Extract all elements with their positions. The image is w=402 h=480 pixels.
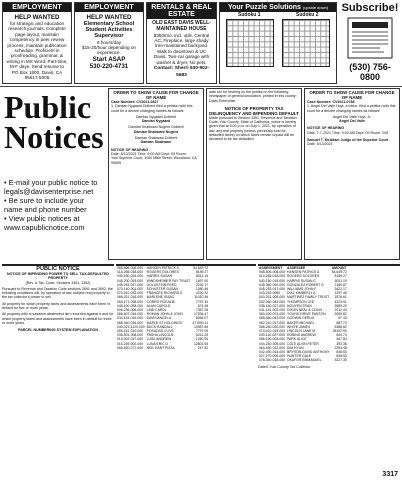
column-header: ASSESSMENT (259, 266, 283, 270)
sudoku-1-grid (226, 19, 274, 67)
table-cell: 467.84 (336, 337, 347, 342)
notice-heading: ORDER TO SHOW CAUSE FOR CHANGE OF NAME (309, 90, 395, 100)
table-cell: PASHA LINCOLN (146, 333, 174, 338)
table-cell: 4220.32 (195, 291, 209, 296)
table-cell: 2253.45 (334, 345, 347, 350)
employment-ad-pay: $15-20/hour depending on experience. (82, 45, 136, 56)
table-cell: HARRIS SUSAN C (287, 278, 316, 283)
table-cell: 035-501-008-000 (117, 333, 144, 338)
table-cell: 1697.00 (195, 278, 209, 283)
table-cell: 041-141-002-000 (259, 308, 286, 313)
table-cell: 393.36 (336, 341, 347, 346)
subscribe-phone: (530) 756-0800 (349, 62, 391, 82)
table-cell: 844.74 (336, 333, 347, 338)
table-cell: 471993.11 (192, 320, 209, 325)
table-cell: 070-140-001-000 (117, 287, 144, 292)
name-from-3: Damian Shabwani Dolberti (134, 136, 178, 141)
title-line-2: Notices (4, 119, 104, 155)
table-cell: LUNA ERIC D (146, 341, 168, 346)
subscribe-ad[interactable] (340, 2, 400, 84)
delinquent-list-middle (116, 264, 256, 480)
sudoku-2-label: Sudoku 2 (296, 12, 319, 18)
table-cell: PARK ALICE (287, 337, 307, 342)
table-cell: 8011.19 (196, 274, 209, 279)
notice-tax-delinquency (206, 88, 302, 260)
employment-ad-phone: 530-220-4731 (89, 62, 129, 70)
employment-ad-title: Elementary School Student Activities Supervisor (83, 21, 135, 40)
table-row (116, 346, 209, 350)
table-cell: WINDSHEIMER FAY TRUST (146, 278, 191, 283)
table-cell: POSADAS CLIVE (146, 329, 174, 334)
table-cell: HUNTER GALE (287, 354, 312, 359)
table-cell: BRYSON DAVID ANTHONY (287, 350, 330, 355)
table-cell: 070-010-032-000 (117, 291, 144, 296)
dated-line: Dated: Yolo County Tax Collector (258, 364, 311, 369)
table-cell: 674.48 (197, 303, 209, 308)
name-to-1: Damian Nygaard (141, 119, 171, 124)
table-cell: 54,649.72 (193, 266, 209, 270)
table-cell: ROBINS ANDREW (287, 333, 316, 338)
subscribe-title: Subscribe! (341, 2, 399, 14)
notice-sub: NOTICE OF IMPENDING POWER TO SELL TAX-DEFAULTED PROPERTY (7, 272, 109, 281)
employment-ad-2[interactable] (74, 2, 144, 84)
table-cell: 014-265-018-000 (117, 270, 144, 275)
table-cell: 054-171-038-000 (117, 299, 144, 304)
puzzle-title: Your Puzzle Solutions (upside down) (220, 3, 336, 12)
hearing-date: Date: 8/10/2021 Time: 9:00 AM Dept: 09 Room: (111, 151, 187, 156)
table-cell: 062-210-017-000 (259, 320, 286, 325)
notice-name-change-1 (108, 88, 204, 260)
table-cell: BAKER MICHAEL (287, 320, 315, 325)
table-cell: 027-270-006-000 (259, 354, 286, 359)
table-cell: 7367.28 (195, 308, 209, 313)
notice-body: Pursuant to Revenue and Taxation Code sections 3691 and 3692, the following conditions will, by operation of law, subject real property to the tax collector's power to sell. (2, 286, 113, 300)
table-cell: 043-031-008-000 (259, 295, 286, 300)
table-cell: DAVIS ANGELA (146, 316, 172, 321)
table-cell: ALAN CAROLE (146, 303, 171, 308)
table-cell: BUCK RANDALL (146, 324, 173, 329)
table-cell: 043-032-0050 (259, 291, 281, 296)
table-row (258, 274, 348, 278)
table-cell: THOMPSON LEE (287, 299, 314, 304)
sudoku-2-grid (282, 19, 330, 67)
table-cell: 076-340-018-000 (259, 358, 286, 363)
table-cell: 848.53 (336, 350, 347, 355)
table-cell: GODWIN DERLIK (287, 316, 315, 321)
notice-body: Made pursuant to Section 3351, Revenue and Taxation Code. Yolo County, State of California, notice is hereby given that at 5:00 p.m. on July 1, 2021, by operation of law, any real property (unless previously sold for defaulted taxes) on which taxes remain unpaid will be declared to be tax-defaulted. (209, 115, 297, 142)
assessment-table (258, 266, 348, 363)
table-cell: 6211.29 (196, 333, 209, 338)
table-cell: 040-180-015-000 (117, 274, 144, 279)
table-cell: 5388.82 (334, 324, 347, 329)
bullet-view: • View public notices at www.capublicnotice.com (4, 214, 85, 232)
notice-para-2: All property for which property taxes and assessments have been in default for five or more years. (2, 301, 110, 311)
rentals-ad-header: RENTALS & REAL ESTATE (147, 3, 216, 19)
table-cell: 014-002-017-000 (117, 337, 144, 342)
table-cell: 045-253-017-000 (117, 282, 144, 287)
table-cell: YOUNG DRIVE PANTON (287, 312, 326, 317)
table-cell: 042-490-014-000 (259, 350, 286, 355)
table-cell: 065-606-008-000 (259, 270, 286, 275)
name-to: Angel Del Valle (339, 119, 365, 124)
table-cell: 045-360-092-000 (259, 282, 286, 287)
table-cell: 068-340-035-000 (117, 320, 144, 325)
employment-ad-role: HELP WANTED (86, 14, 132, 21)
table-cell: WHITE JAMES (287, 324, 311, 329)
table-cell: HANSEN PATRICK A (146, 266, 179, 270)
hearing-heading: NOTICE OF HEARING (307, 126, 345, 131)
column-header: ASSESSEE (287, 266, 306, 270)
table-cell: LINE CAROL (146, 308, 167, 313)
table-cell: 064-630-012-000 (259, 345, 286, 350)
table-cell: HANSEN PATRICK A (287, 270, 320, 275)
table-cell: 11010.36 (194, 295, 209, 300)
table-cell: MAPLE ST HOLDINGS (146, 320, 183, 325)
table-cell: LINCOLN JANE M (287, 329, 316, 334)
table-cell: 10987.84 (194, 324, 209, 329)
table-cell: NGUYEN TRAN (287, 303, 312, 308)
employment-ad-body: for strategic and education research journals. Complete page layout, maintain competency in peer review process, maintain publication schedule. Proficient in proofreading, grammar, & writing in MS Word. Part-time, M-F days. Send resume to PO Box 1600, Davis, CA 95617-5005 (6, 21, 68, 81)
rentals-ad[interactable] (146, 2, 217, 84)
title-line-1: Public (4, 89, 92, 125)
table-cell: 3050.82 (334, 312, 347, 317)
table-cell: ROGERS DOLORES (287, 274, 320, 279)
table-cell: DIXON NEAL & COLIN (287, 308, 322, 313)
table-cell: 065-520-077-000 (117, 345, 144, 350)
rentals-ad-title: OLD EAST DAVIS WELL-MAINTAINED HOUSE (152, 20, 211, 32)
filed-date: Date: 5/13/2021 (307, 142, 333, 147)
table-cell: 038-140-027-000 (259, 303, 286, 308)
table-cell: 7797.10 (195, 299, 209, 304)
sudoku-1-label: Sudoku 1 (238, 12, 261, 18)
name-from: Angel Del Valle Hoyt, Jr. (332, 114, 372, 119)
page-title (4, 89, 104, 155)
table-cell: ROGERS DOLORES (146, 270, 179, 275)
bullet-include: • Be sure to include your name and phone number (4, 196, 87, 214)
table-cell: 838.53 (336, 354, 347, 359)
puzzle-solutions (219, 2, 337, 84)
hearing-court: Yolo Superior Court, 1000 Main Street, Woodland, CA 95695 (111, 156, 197, 165)
table-cell: 2180.87 (334, 282, 347, 287)
table-cell: 2012.43 (334, 308, 347, 313)
name-to-2: Damian Shabwani Nugent (133, 129, 179, 134)
table-cell: GOLDSTEIN FRED (146, 282, 177, 287)
notice-body: 1. Damian Nygaard Dolberti filed a petition with this court for a decree changing names as follows: (111, 104, 193, 113)
hearing-date: Date: 7-7-2021 Time: 9:00 AM Dept: 09 Room: 209 (307, 130, 389, 135)
rentals-ad-body: $350/mo. incl. utils, Central AC, Fireplace, large shady tree-maintained backyard. Walk to downtown & UC Davis. Two-car garage with washer & dryer. No pets. (153, 32, 210, 65)
table-cell: FRANCES RICHARD E (146, 291, 183, 296)
table-cell: 032-060-043-000 (259, 299, 286, 304)
table-cell: LUSK ANDREW (146, 337, 172, 342)
employment-ad-cta: Start ASAP (92, 55, 126, 63)
table-cell: SCHUSTER SUSAN (146, 287, 178, 292)
table-cell: MARLENE ISAAC (146, 295, 175, 300)
table-cell: 12801.93 (194, 341, 209, 346)
table-cell: 28192.90 (332, 329, 347, 334)
table-cell: 687.73 (336, 320, 347, 325)
table-cell: 014-249-002-000 (117, 341, 144, 346)
table-cell: 044-240-005-000 (259, 341, 286, 346)
delinquent-list-right (258, 264, 400, 480)
list-heading: PARCEL NUMBERING SYSTEM EXPLANATION (18, 328, 98, 333)
table-cell: 2232.17 (195, 282, 209, 287)
notice-heading: NOTICE OF PROPERTY TAX DELINQUENCY AND IMPENDING DEFAULT (209, 105, 299, 116)
bullet-email: • E-mail your public notice to legals@davisenterprise.net (4, 178, 98, 196)
table-cell: 17534.47 (194, 312, 209, 317)
employment-ad-role: HELP WANTED (14, 14, 60, 21)
table-cell: 045-200-093-000 (117, 278, 144, 283)
table-cell: 3227.35 (334, 358, 347, 363)
table-cell: 066-021-016-000 (117, 295, 144, 300)
table-cell: ROMAN JOHN & JOHN (146, 312, 183, 317)
employment-ad-header: EMPLOYMENT (75, 3, 143, 12)
table-cell: 049-110-027-000 (259, 333, 285, 338)
table-cell: 034-131-016-000 (117, 316, 144, 321)
table-cell: 066-190-003-000 (259, 337, 286, 342)
submission-info (4, 178, 104, 232)
table-cell: 8159.27 (334, 274, 347, 279)
table-cell: 67.33 (338, 316, 347, 321)
case-number: Case Number: CV2021-0788 (307, 100, 355, 104)
table-cell: 6064.07 (195, 316, 209, 321)
table-cell: 048-100-058-000 (117, 303, 144, 308)
table-cell: 8011.19 (334, 278, 347, 283)
table-cell: CORRO ROSALIE (146, 299, 175, 304)
table-cell: OKAFOR EMMANUEL (287, 358, 322, 363)
table-cell: 1080.46 (195, 287, 209, 292)
employment-ad-hours: 6 hours/day (96, 39, 121, 45)
table-cell: 040-021-1120-000 (117, 324, 145, 329)
table-cell: 006-161-010-000 (117, 329, 144, 334)
table-cell: COLE ALVIN PETER (287, 341, 319, 346)
table-row (116, 295, 209, 299)
notice-body: 1. Angel Del Valle Hoyt, a minor, filed a petition with this court for a decree changing names as follows: (307, 104, 396, 113)
public-notice-tax-sale (2, 264, 114, 480)
table-cell: 074-410-019-000 (259, 329, 286, 334)
table-cell: 040-180-015-000 (259, 278, 286, 283)
notice-sub2: (Rev. & Tax. Code, Sections 3361, 3362) (25, 280, 91, 285)
name-from-2: Damian Shabwani Nugent Dolberti (128, 125, 184, 130)
table-cell: 065-606-008-000 (117, 266, 144, 270)
table-cell: 3422.17 (334, 287, 347, 292)
page-number: 3317 (382, 471, 398, 478)
table-cell: 066-240-020-000 (259, 324, 286, 329)
newspaper-icon (340, 14, 400, 64)
notice-intro: date set for hearing on the petition in the following newspaper of general circulation, printed in this county: Davis Enterprise. (209, 90, 297, 103)
table-cell: GONZALEZ ROBERT D (287, 282, 324, 287)
name-from-1: Damian Nygaard Dolberti (135, 114, 177, 119)
table-cell: 8159.27 (195, 270, 209, 275)
table-cell: 1876.61 (334, 295, 347, 300)
table-cell: 066-607-016-000 (117, 312, 144, 317)
table-cell: MARTINEZ FAMILY TRUST (287, 295, 330, 300)
table-cell: 1260.94 (195, 337, 209, 342)
case-number: Case Number: CV2021-0827 (111, 100, 159, 104)
table-cell: WILLIAMS JOHN F (287, 287, 317, 292)
notice-para-3: All property with a nuisance abatement lien recorded against it and for which property taxes and assessments have been in default for three or more years. (2, 312, 114, 325)
table-cell: 4223.01 (334, 299, 347, 304)
table-row (258, 295, 348, 299)
table-cell: 1297.46 (334, 291, 347, 296)
table-cell: DIAZ KIMBERLY A (287, 291, 316, 296)
table-cell: 54,649.72 (331, 270, 347, 275)
table-cell: 247.52 (197, 345, 209, 350)
table-cell: 045-253-017-000 (259, 287, 286, 292)
ad-band (0, 0, 402, 87)
table-cell: 006-236-006-000 (117, 308, 144, 313)
table-cell: KIM HYUN (287, 345, 304, 350)
table-cell: 065-480-042-000 (259, 316, 286, 321)
assessment-table (116, 266, 209, 350)
table-row (116, 274, 209, 278)
hearing-heading: NOTICE OF HEARING (111, 147, 149, 152)
employment-ad-header: EMPLOYMENT (3, 3, 71, 12)
notice-heading: ORDER TO SHOW CAUSE FOR CHANGE OF NAME (113, 90, 199, 100)
notice-heading: PUBLIC NOTICE (36, 266, 80, 272)
table-row (258, 358, 348, 362)
table-cell: NEIL HART PIZZA (146, 345, 175, 350)
notice-name-change-2 (304, 88, 400, 260)
rentals-ad-contact: Contact: Sherri 530-902-5683 (153, 66, 210, 79)
table-cell: 014-265-018-000 (259, 274, 286, 279)
table-cell: HARRIS SUSAN (146, 274, 173, 279)
name-to-3: Damian Shabwani (140, 140, 172, 145)
table-cell: 3989.20 (334, 303, 347, 308)
employment-ad-1[interactable] (2, 2, 72, 84)
table-cell: 7797.05 (195, 329, 209, 334)
table-cell: 060-020-074-000 (259, 312, 286, 317)
column-header: AMOUNT (331, 266, 347, 270)
judge-name: Samuel T. McAdam Judge of the Superior Court (307, 138, 389, 143)
